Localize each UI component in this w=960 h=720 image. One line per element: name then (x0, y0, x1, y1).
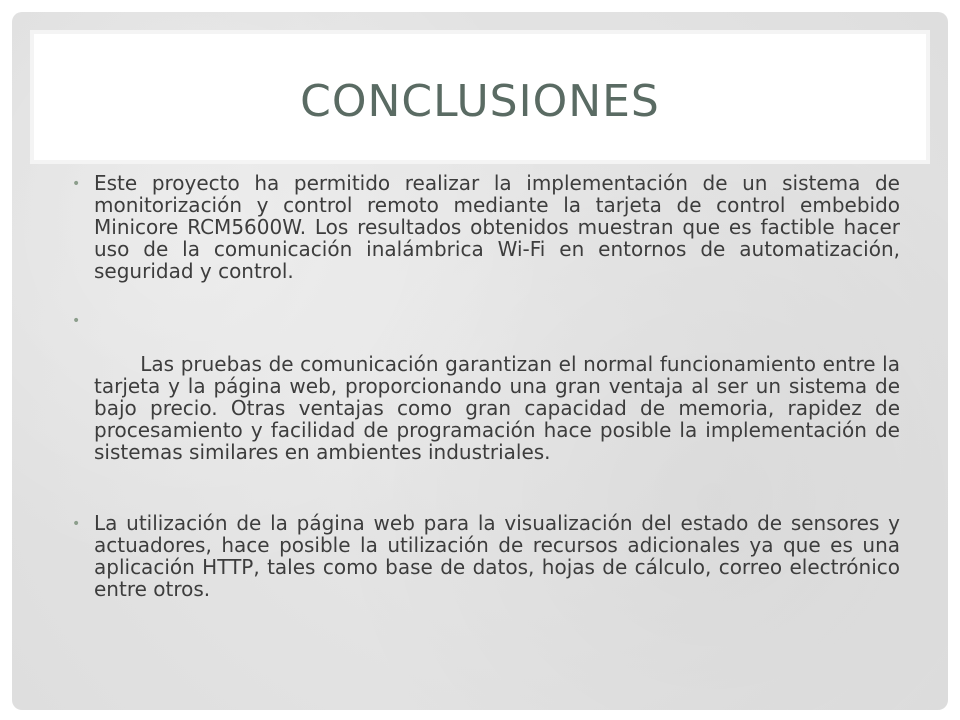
bullet-text: Este proyecto ha permitido realizar la implementación de un sistema de monitorización y control remoto mediante la tarjeta de control embebido Minicore RCM5600W. Los resultados obtenidos muestran que es factible hacer uso de la comunicación inalámbrica Wi-Fi en entornos de automatización, seguridad y control. (94, 171, 900, 283)
title-inner (44, 44, 916, 150)
bullet-icon: • (72, 516, 81, 532)
bullet-icon: • (72, 176, 81, 192)
bullet-item (72, 512, 900, 600)
title-box (30, 30, 930, 164)
bullet-text: Las pruebas de comunicación garantizan el normal funcionamiento entre la tarjeta y la página web, proporcionando una gran ventaja al ser un sistema de bajo precio. Otras ventajas como gran capacidad de memoria, rapidez de procesamiento y facilidad de programación hace posible la implementación de sistemas similares en ambientes industriales. (94, 352, 907, 464)
bullet-item (72, 172, 900, 282)
bullet-list (72, 171, 907, 627)
bullet-text: La utilización de la página web para la visualización del estado de sensores y actuadores, hace posible la utilización de recursos adicionales ya que es una aplicación HTTP, tales como base de datos, hojas de cálculo, correo electrónico entre otros. (94, 511, 900, 601)
slide-title: CONCLUSIONES (300, 76, 660, 127)
bullet-icon: • (72, 313, 81, 329)
bullet-item (72, 309, 907, 485)
